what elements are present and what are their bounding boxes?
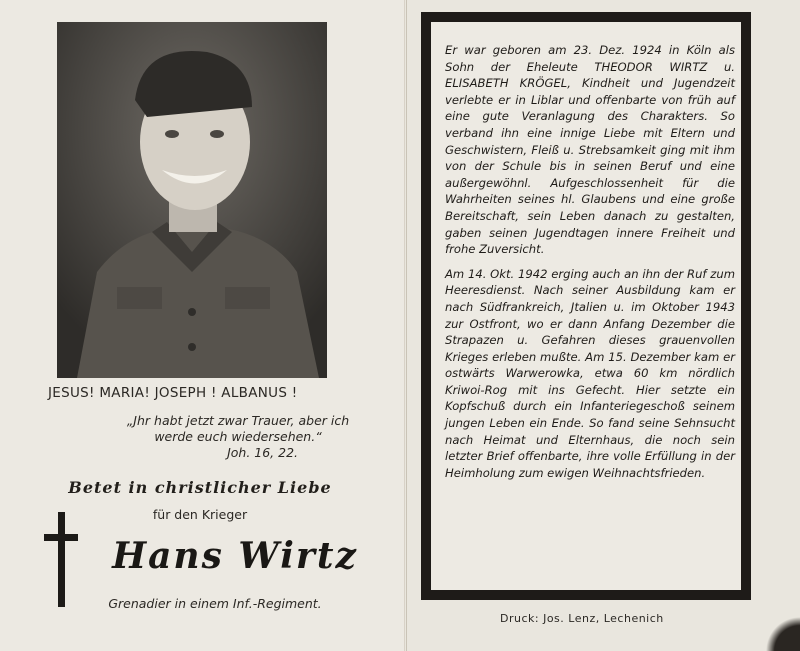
cross-icon <box>44 512 78 607</box>
quote-reference: Joh. 16, 22. <box>227 445 298 460</box>
bible-quote <box>118 413 358 461</box>
corner-stain <box>760 611 800 651</box>
prayer-heading: Betet in christlicher Liebe <box>68 478 332 497</box>
holy-names-line: JESUS! MARIA! JOSEPH ! ALBANUS ! <box>48 385 298 401</box>
biography-text <box>445 42 735 489</box>
deceased-name: Hans Wirtz <box>112 535 358 577</box>
military-rank: Grenadier in einem Inf.-Regiment. <box>108 596 322 611</box>
for-the-soldier: für den Krieger <box>152 507 248 522</box>
printer-credit: Druck: Jos. Lenz, Lechenich <box>500 612 664 625</box>
soldier-portrait-icon <box>57 22 327 378</box>
biography-paragraph-1: Er war geboren am 23. Dez. 1924 in Köln als Sohn der Eheleute THEODOR WIRTZ u. ELISABETH KRÖGEL, Kindheit und Jugendzeit verlebte er in Liblar und offenbarte von früh auf eine gute Veranlagung des Charakters. So verband ihn eine innige Liebe mit Eltern und Geschwistern, Fleiß u. Strebsamkeit ging mit ihm von der Schule bis in seinen Beruf und eine außergewöhnl. Aufgeschlossenheit für die Wahrheiten seines hl. Glaubens und eine große Bereitschaft, sein Leben danach zu gestalten, gaben seinen Jugendtagen innere Freiheit und frohe Zuversicht. <box>445 43 735 257</box>
biography-frame <box>421 12 751 600</box>
biography-paragraph-2: Am 14. Okt. 1942 erging auch an ihn der Ruf zum Heeresdienst. Nach seiner Ausbildung kam er nach Südfrankreich, Jtalien u. im Oktober 1943 zur Ostfront, wo er dann Anfang Dezember die Strapazen u. Gefahren dieses grauenvollen Krieges erleben mußte. Am 15. Dezember kam er ostwärts Warwerowka, etwa 60 km nördlich Kriwoi-Rog mit ins Gefecht. Hier setzte ein Kopfschuß durch ein Infanteriegeschoß seinem jungen Leben ein Ende. So fand seine Sehnsucht nach Heimat und Elternhaus, die noch sein letzter Brief offenbarte, ihre volle Erfüllung in der Heimholung zum ewigen Weihnachtsfrieden. <box>445 266 735 480</box>
soldier-portrait-photo <box>57 22 327 378</box>
quote-text: „Jhr habt jetzt zwar Trauer, aber ich werde euch wiedersehen.“ <box>126 413 350 444</box>
